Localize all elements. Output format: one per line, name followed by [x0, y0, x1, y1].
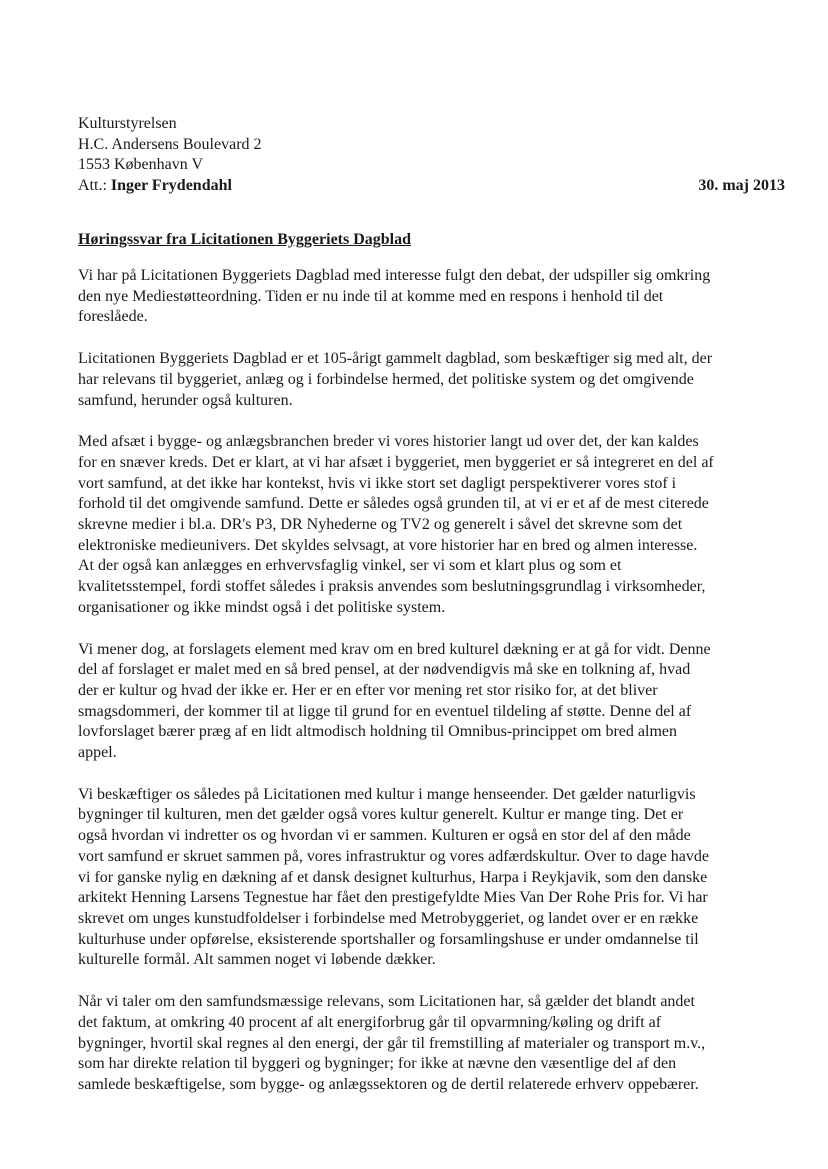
att-name: Inger Frydendahl: [110, 176, 232, 194]
att-label: Att.:: [78, 176, 111, 194]
paragraph-4: Vi mener dog, at forslagets element med krav om en bred kulturel dækning er at gå for vidt. Denne del af forslaget er malet med en så bred pensel, at der nødvendigvis må ske en tolkning af, hvad der er kultur og hvad der ikke er. Her er en efter vor mening ret stor risiko for, at det bliver smagsdommeri, der kommer til at ligge til grund for en eventuel tildeling af støtte. Denne del af lovforslaget bærer præg af en lidt altmodisch holdning til Omnibus-princippet om bred almen appel.: [78, 640, 711, 762]
paragraph-6: Når vi taler om den samfundsmæssige relevans, som Licitationen har, så gælder det blandt andet det faktum, at omkring 40 procent af alt energiforbrug går til opvarmning/køling og drift af bygninger, hvortil skal regnes al den energi, der går til fremstilling af materialer og transport m.v., som har direkte relation til byggeri og bygninger; for ikke at nævne den væsentlige del af den samlede beskæftigelse, som bygge- og anlægssektoren og de dertil relaterede erhverv oppebærer.: [78, 993, 706, 1093]
paragraph-1: Vi har på Licitationen Byggeriets Dagblad med interesse fulgt den debat, der udspiller sig omkring den nye Mediestøtteordning. Tiden er nu inde til at komme med en respons i henhold til det foreslåede.: [78, 267, 711, 326]
recipient-city: 1553 København V: [78, 156, 204, 173]
letter-body: [78, 266, 714, 1117]
paragraph-5: Vi beskæftiger os således på Licitationen med kultur i mange henseender. Det gælder naturligvis bygninger til kulturen, men det gælder også vores kultur generelt. Kultur er mange ting. Det er også hvordan vi indretter os og hvordan vi er sammen. Kulturen er også en stor del af den måde vort samfund er skruet sammen på, vores infrastruktur og vores adfærdskultur. Over to dage havde vi for ganske nylig en dækning af et dansk designet kulturhus, Harpa i Reykjavik, som den danske arkitekt Henning Larsens Tegnestue har fået den prestigefyldte Mies Van Der Rohe Pris for. Vi har skrevet om unges kunstudfoldelser i forbindelse med Metrobyggeriet, og landet over er en række kulturhuse under opførelse, eksisterende sportshaller og forsamlingshuse er under omdannelse til kulturelle formål. Alt sammen noget vi løbende dækker.: [78, 785, 709, 969]
paragraph-3: Med afsæt i bygge- og anlægsbranchen breder vi vores historier langt ud over det, der kan kaldes for en snæver kreds. Det er klart, at vi har afsæt i byggeriet, men byggeriet er så integreret en del af vort samfund, at det ikke har kontekst, hvis vi ikke stort set dagligt perspektiverer vores stof i forhold til det omgivende samfund. Dette er således også grunden til, at vi er et af de mest citerede skrevne medier i bl.a. DR's P3, DR Nyhederne og TV2 og generelt i såvel det skrevne som det elektroniske medieunivers. Det skyldes selvsagt, at vore historier har en bred og almen interesse. At der også kan anlægges en erhvervsfaglig vinkel, ser vi som et klart plus og som et kvalitetsstempel, fordi stoffet således i praksis anvendes som beslutningsgrundlag i virksomheder, organisationer og ikke mindst også i det politiske system.: [78, 433, 714, 616]
recipient-att-row: [78, 176, 785, 197]
paragraph-2: Licitationen Byggeriets Dagblad er et 105-årigt gammelt dagblad, som beskæftiger sig med alt, der har relevans til byggeriet, anlæg og i forbindelse hermed, det politiske system og det omgivende samfund, herunder også kulturen.: [78, 350, 713, 409]
recipient-organization: Kulturstyrelsen: [78, 115, 177, 132]
letter-date: 30. maj 2013: [698, 176, 785, 194]
recipient-street: H.C. Andersens Boulevard 2: [78, 135, 262, 153]
recipient-address: [78, 114, 785, 196]
letter-subject: Høringssvar fra Licitationen Byggeriets Dagblad: [78, 231, 412, 248]
